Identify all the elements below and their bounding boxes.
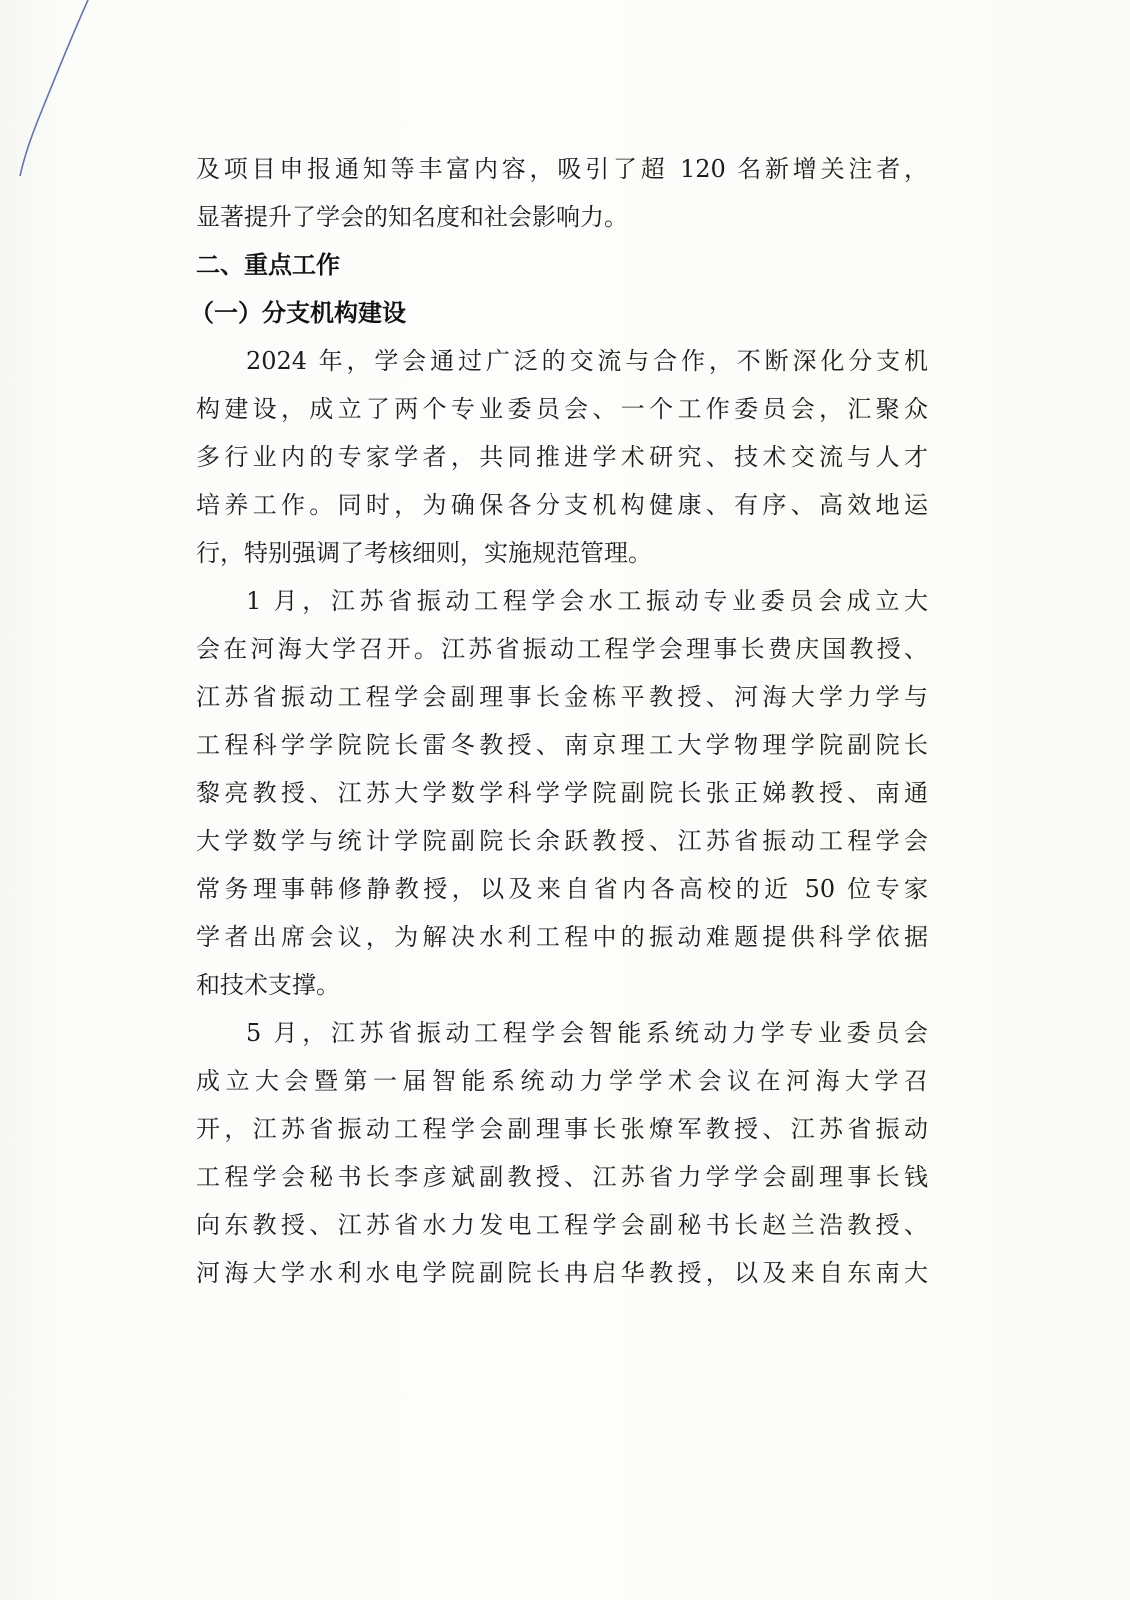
paragraph2-line-3: 江苏省振动工程学会副理事长金栋平教授、河海大学力学与 (196, 683, 928, 711)
paragraph2-line-8: 学者出席会议，为解决水利工程中的振动难题提供科学依据 (196, 923, 928, 951)
document-body (190, 145, 928, 1297)
paragraph2-line-2: 会在河海大学召开。江苏省振动工程学会理事长费庆国教授、 (196, 635, 928, 663)
paragraph2-line-5: 黎亮教授、江苏大学数学科学学院副院长张正娣教授、南通 (196, 779, 928, 807)
paragraph3-line-2: 成立大会暨第一届智能系统动力学学术会议在河海大学召 (196, 1067, 928, 1095)
intro-line-2: 显著提升了学会的知名度和社会影响力。 (196, 203, 628, 231)
paragraph1-line-1: 2024 年，学会通过广泛的交流与合作，不断深化分支机 (246, 347, 928, 375)
paragraph1-line-4: 培养工作。同时，为确保各分支机构健康、有序、高效地运 (196, 491, 928, 519)
paragraph1-line-3: 多行业内的专家学者，共同推进学术研究、技术交流与人才 (196, 443, 928, 471)
paragraph2-line-7: 常务理事韩修静教授，以及来自省内各高校的近 50 位专家 (196, 875, 928, 903)
paragraph3-line-1: 5 月，江苏省振动工程学会智能系统动力学专业委员会 (246, 1019, 928, 1047)
paragraph2-line-1: 1 月，江苏省振动工程学会水工振动专业委员会成立大 (246, 587, 928, 615)
paragraph2-line-9: 和技术支撑。 (196, 971, 340, 999)
subsection-heading: （一）分支机构建设 (190, 299, 406, 327)
paragraph1-line-2: 构建设，成立了两个专业委员会、一个工作委员会，汇聚众 (196, 395, 928, 423)
paragraph3-line-5: 向东教授、江苏省水力发电工程学会副秘书长赵兰浩教授、 (196, 1211, 928, 1239)
section-heading: 二、重点工作 (196, 251, 340, 279)
intro-line-1: 及项目申报通知等丰富内容，吸引了超 120 名新增关注者， (196, 155, 928, 183)
paragraph3-line-3: 开，江苏省振动工程学会副理事长张燎军教授、江苏省振动 (196, 1115, 928, 1143)
paragraph3-line-6: 河海大学水利水电学院副院长冉启华教授，以及来自东南大 (196, 1259, 928, 1287)
paragraph2-line-4: 工程科学学院院长雷冬教授、南京理工大学物理学院副院长 (196, 731, 928, 759)
paragraph2-line-6: 大学数学与统计学院副院长余跃教授、江苏省振动工程学会 (196, 827, 928, 855)
page-edge-pen-mark (0, 0, 90, 200)
paragraph3-line-4: 工程学会秘书长李彦斌副教授、江苏省力学学会副理事长钱 (196, 1163, 928, 1191)
paragraph1-line-5: 行，特别强调了考核细则，实施规范管理。 (196, 539, 652, 567)
